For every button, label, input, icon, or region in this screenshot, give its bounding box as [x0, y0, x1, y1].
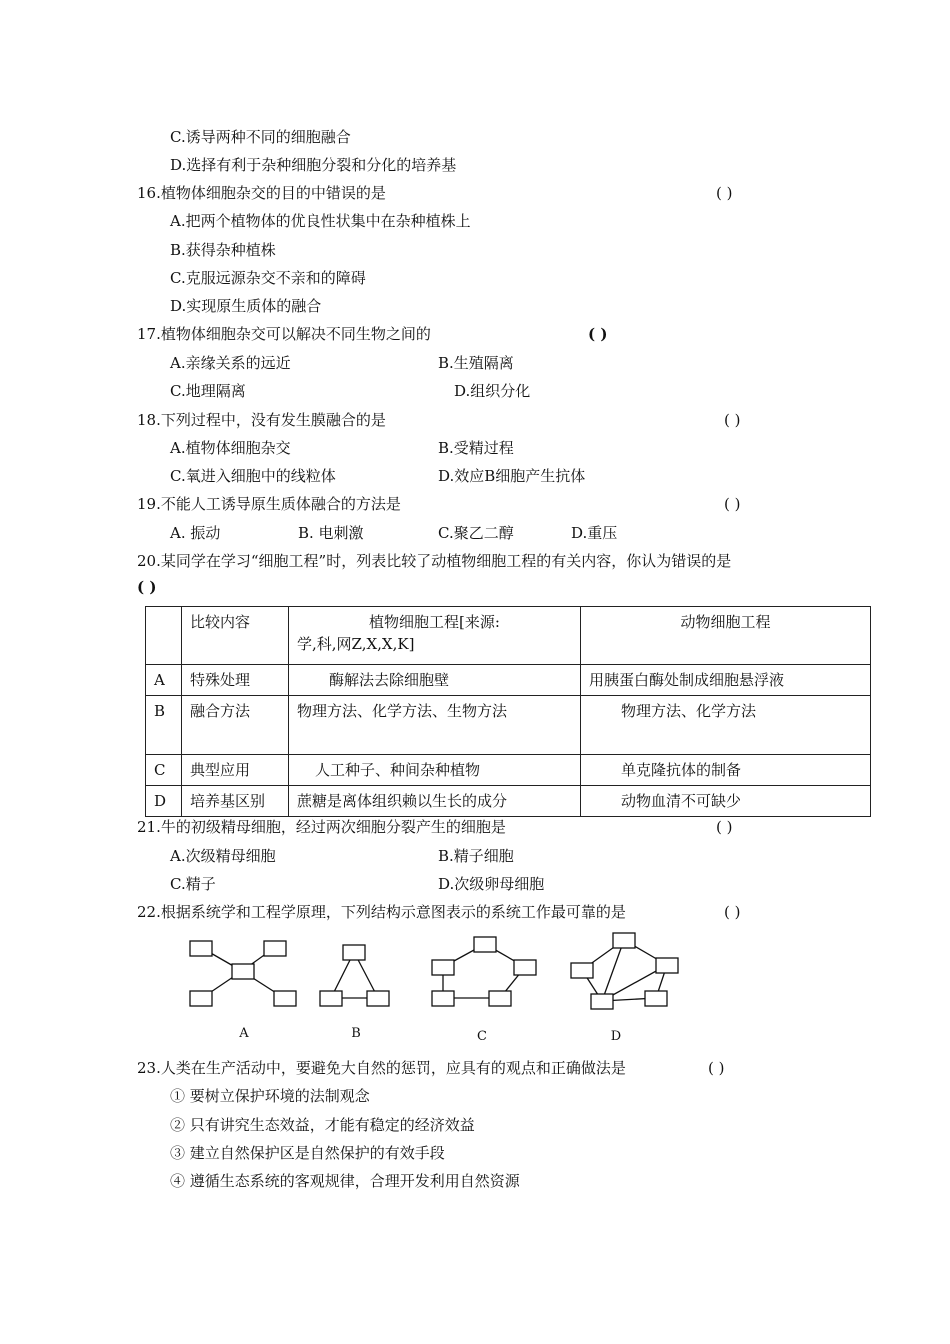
q18-stem: 18.下列过程中，没有发生膜融合的是 — [137, 411, 386, 429]
q21-answer-paren: ( ) — [716, 818, 733, 836]
q16-stem: 16.植物体细胞杂交的目的中错误的是 — [137, 184, 386, 202]
table-cell: 物理方法、化学方法 — [581, 696, 871, 755]
table-cell: 人工种子、种间杂种植物 — [289, 755, 581, 786]
q23-item-2: ② 只有讲究生态效益，才能有稳定的经济效益 — [170, 1116, 475, 1134]
table-cell: B — [146, 696, 182, 755]
q16-option-a: A.把两个植物体的优良性状集中在杂种植株上 — [170, 212, 471, 230]
table-cell: 用胰蛋白酶处制成细胞悬浮液 — [581, 665, 871, 696]
diagram-label-a: A — [239, 1026, 249, 1041]
q23-item-4: ④ 遵循生态系统的客观规律，合理开发利用自然资源 — [170, 1172, 520, 1190]
q19-option-b: B. 电刺激 — [298, 524, 364, 542]
table-row — [146, 696, 871, 755]
system-structure-diagrams — [180, 928, 700, 1046]
q17-stem: 17.植物体细胞杂交可以解决不同生物之间的 — [137, 325, 431, 343]
q20-stem: 20.某同学在学习“细胞工程”时，列表比较了动植物细胞工程的有关内容，你认为错误的是 — [137, 552, 732, 570]
q18-option-a: A.植物体细胞杂交 — [170, 439, 291, 457]
q22-stem: 22.根据系统学和工程学原理，下列结构示意图表示的系统工作最可靠的是 — [137, 903, 626, 921]
table-cell: 酶解法去除细胞壁 — [289, 665, 581, 696]
q16-option-d: D.实现原生质体的融合 — [170, 297, 322, 315]
table-cell: 物理方法、化学方法、生物方法 — [289, 696, 581, 755]
q23-item-3: ③ 建立自然保护区是自然保护的有效手段 — [170, 1144, 445, 1162]
q23-answer-paren: ( ) — [708, 1059, 725, 1077]
q20-answer-paren: ( ) — [137, 578, 157, 596]
diagram-c-ring — [432, 937, 536, 1006]
q21-stem: 21.牛的初级精母细胞，经过两次细胞分裂产生的细胞是 — [137, 818, 506, 836]
table-row — [146, 786, 871, 817]
table-header-cell: 动物细胞工程 — [581, 607, 871, 665]
plant-engineering-header-line2: 学,科,网Z,X,X,K] — [297, 635, 415, 653]
table-cell: 融合方法 — [182, 696, 289, 755]
table-header-cell: 比较内容 — [182, 607, 289, 665]
table-header-cell — [289, 607, 581, 665]
q23-item-1: ① 要树立保护环境的法制观念 — [170, 1087, 370, 1105]
q16-option-b: B.获得杂种植株 — [170, 241, 276, 259]
diagram-a-star — [190, 941, 296, 1006]
diagram-label-b: B — [351, 1026, 361, 1041]
comparison-table — [145, 606, 871, 817]
q18-option-d: D.效应B细胞产生抗体 — [438, 467, 586, 485]
q21-option-c: C.精子 — [170, 875, 216, 893]
plant-engineering-header: 植物细胞工程[来源: — [369, 613, 500, 631]
q19-answer-paren: ( ) — [724, 495, 741, 513]
q17-option-d: D.组织分化 — [454, 382, 531, 400]
diagram-label-c: C — [477, 1029, 487, 1044]
q16-option-c: C.克服远源杂交不亲和的障碍 — [170, 269, 366, 287]
q21-option-a: A.次级精母细胞 — [170, 847, 276, 865]
diagram-b-triangle — [320, 945, 389, 1006]
q17-option-c: C.地理隔离 — [170, 382, 246, 400]
table-header-row — [146, 607, 871, 665]
table-cell: 培养基区别 — [182, 786, 289, 817]
q23-stem: 23.人类在生产活动中，要避免大自然的惩罚，应具有的观点和正确做法是 — [137, 1059, 626, 1077]
q19-option-d: D.重压 — [571, 524, 618, 542]
q17-option-a: A.亲缘关系的远近 — [170, 354, 291, 372]
table-cell: 典型应用 — [182, 755, 289, 786]
q18-option-b: B.受精过程 — [438, 439, 514, 457]
diagram-d-mesh — [571, 933, 678, 1009]
q19-stem: 19.不能人工诱导原生质体融合的方法是 — [137, 495, 401, 513]
table-cell: D — [146, 786, 182, 817]
q17-answer-paren: ( ) — [588, 325, 608, 343]
table-cell: A — [146, 665, 182, 696]
q21-option-b: B.精子细胞 — [438, 847, 514, 865]
q17-option-b: B.生殖隔离 — [438, 354, 514, 372]
table-cell: 单克隆抗体的制备 — [581, 755, 871, 786]
table-cell: 蔗糖是离体组织赖以生长的成分 — [289, 786, 581, 817]
q19-option-c: C.聚乙二醇 — [438, 524, 514, 542]
q21-option-d: D.次级卵母细胞 — [438, 875, 545, 893]
table-cell: 特殊处理 — [182, 665, 289, 696]
q22-answer-paren: ( ) — [724, 903, 741, 921]
table-cell: C — [146, 755, 182, 786]
table-row — [146, 755, 871, 786]
q18-answer-paren: ( ) — [724, 411, 741, 429]
q18-option-c: C.氧进入细胞中的线粒体 — [170, 467, 336, 485]
diagram-label-d: D — [610, 1029, 622, 1044]
q16-answer-paren: ( ) — [716, 184, 733, 202]
q15-option-d: D.选择有利于杂种细胞分裂和分化的培养基 — [170, 156, 457, 174]
q15-option-c: C.诱导两种不同的细胞融合 — [170, 128, 351, 146]
table-cell: 动物血清不可缺少 — [581, 786, 871, 817]
q19-option-a: A. 振动 — [170, 524, 221, 542]
table-row — [146, 665, 871, 696]
table-header-cell — [146, 607, 182, 665]
